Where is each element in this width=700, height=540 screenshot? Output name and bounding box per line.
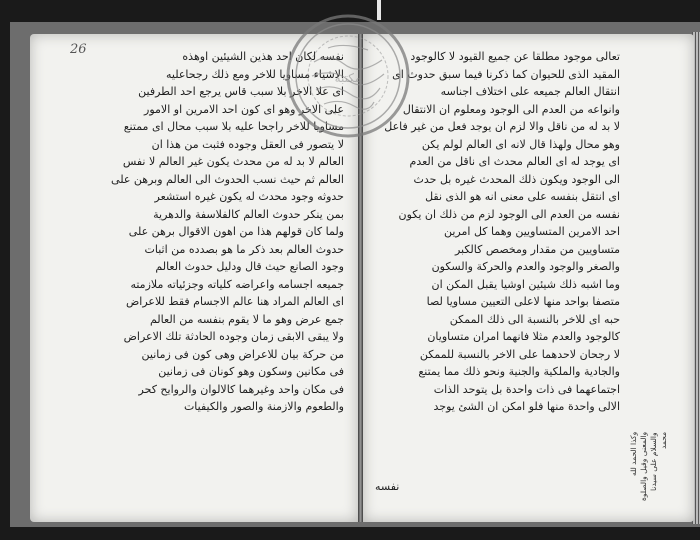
text-line: فى مكان واحد وغيرهما كالالوان والروايح كحر <box>138 382 344 396</box>
text-line: نفسه لكان احد هذين الشيئين اوهذه <box>182 50 344 63</box>
text-line: جمع عرض وهو ما لا يقوم بنفسه من العالم <box>149 312 344 326</box>
text-line: الالى واحدة منها فلو امكن ان الشئ يوجد <box>433 400 620 413</box>
text-line: والجادية والملكية والجنية ونحو ذلك مما يمتنع <box>418 365 620 378</box>
text-line: لا رجحان لاحدهما على الاخر بالنسبة للممكن <box>419 347 620 361</box>
text-line: على الاخر وهو اى كون احد الامرين او الامور <box>144 102 344 116</box>
text-line: والصغر والوجود والعدم والحركة والسكون <box>431 260 620 273</box>
text-line: جميعه اجسامه واعراضه كلياته وجزئياته ملازمته <box>130 277 344 291</box>
text-line: اجتماعهما فى ذات واحدة بل يتوحد الذات <box>433 382 620 396</box>
right-page <box>363 34 694 522</box>
seal-caption: مكتبة <box>334 71 362 85</box>
text-line: اى يوجد له اى العالم محدث اى ناقل من العدم <box>409 155 620 168</box>
text-line: وما اشبه ذلك شيئين اوشيا يقبل المكن ان <box>431 277 620 291</box>
catchword: نفسه <box>375 480 400 493</box>
text-line: انتقال العالم جميعه على اختلاف اجناسه <box>440 85 620 98</box>
text-line: اى انتقل بنفسه على معنى انه هو الذى نقل <box>425 190 620 203</box>
text-line: المقيد الذى للحيوان كما ذكرنا فيما سبق حدوث اى <box>392 67 620 81</box>
text-line: العالم ثم حيث نسب الحدوث الى العالم وبرهن على <box>111 172 344 186</box>
text-line: ولا يبقى الابقى زمان وجوده الحادثة تلك الاعراض <box>123 330 344 343</box>
library-seal-stamp <box>284 12 412 140</box>
text-line: تعالى موجود مطلقا عن جميع القيود لا كالوجود <box>410 50 620 63</box>
text-line: الى الوجود ويكون ذلك المحدث غيره بل حدث <box>413 172 620 186</box>
text-line: وجود الصانع حيث قال ودليل حدوث العالم <box>155 260 344 273</box>
text-line: الاشياء مساويا للاخر ومع ذلك رجحاعليه <box>165 67 344 81</box>
text-line: اى علا الاخر بلا سبب قاس يرجع احد الطرفين <box>138 85 344 98</box>
text-line: احد الامرين المتساويين وهما كل امرين <box>444 225 620 238</box>
margin-note: وكذا الحمد لله والمعنى وقيل والصلوة والسلام على سيدنا محمد <box>629 432 668 502</box>
text-line: وهو محال ولهذا قال لانه اى العالم لولم يكن <box>421 137 620 151</box>
text-line: والطعوم والازمنة والصور والكيفيات <box>183 400 344 413</box>
text-line: ولما كان قولهم هذا من اهون الاقوال برهن على <box>128 225 344 238</box>
text-line: فى مكانين وسكون وهو كونان فى زمانين <box>158 365 344 378</box>
text-line: وانواعه من العدم الى الوجود ومعلوم ان الانتقال <box>402 102 620 116</box>
text-line: حدوث العالم بعد ذكر ما هو بصدده من اثبات <box>144 242 344 256</box>
text-line: اى العالم المراد هنا عالم الاجسام فقط للاعراض <box>125 295 344 308</box>
folio-number: 26 <box>70 42 87 57</box>
text-line: متساويين من مقدار ومخصص كالكبر <box>454 242 620 256</box>
text-line: لا بد له من ناقل والا لزم ان يوجد فعل من غير فاعل <box>384 120 620 133</box>
text-line: حدوثه وجود محدث له يكون غيره استشعر <box>154 190 344 203</box>
text-line: من حركة بيان للاعراض وهى كون فى زمانين <box>141 347 344 361</box>
text-line: نفسه من العدم الى الوجود لزم من ذلك ان يكون <box>398 207 620 221</box>
text-line: مساويا للاخر راجحا عليه بلا سبب محال اى ممتنع <box>123 120 344 133</box>
text-line: العالم لا بد له من محدث يكون غير العالم لا نفس <box>122 155 344 168</box>
text-line: لا يتصور فى العقل وجوده فثبت من هذا ان <box>151 137 344 151</box>
text-line: كالوجود والعدم مثلا فانهما امران متساويان <box>427 330 620 343</box>
text-line: بمن ينكر حدوث العالم كالفلاسفة والدهرية <box>153 207 344 221</box>
text-line: حبه اى للاخر بالنسبة الى ذلك الممكن <box>449 312 620 326</box>
text-line: متصفا بواحد منها لاعلى التعيين مساويا لصا <box>426 295 620 308</box>
